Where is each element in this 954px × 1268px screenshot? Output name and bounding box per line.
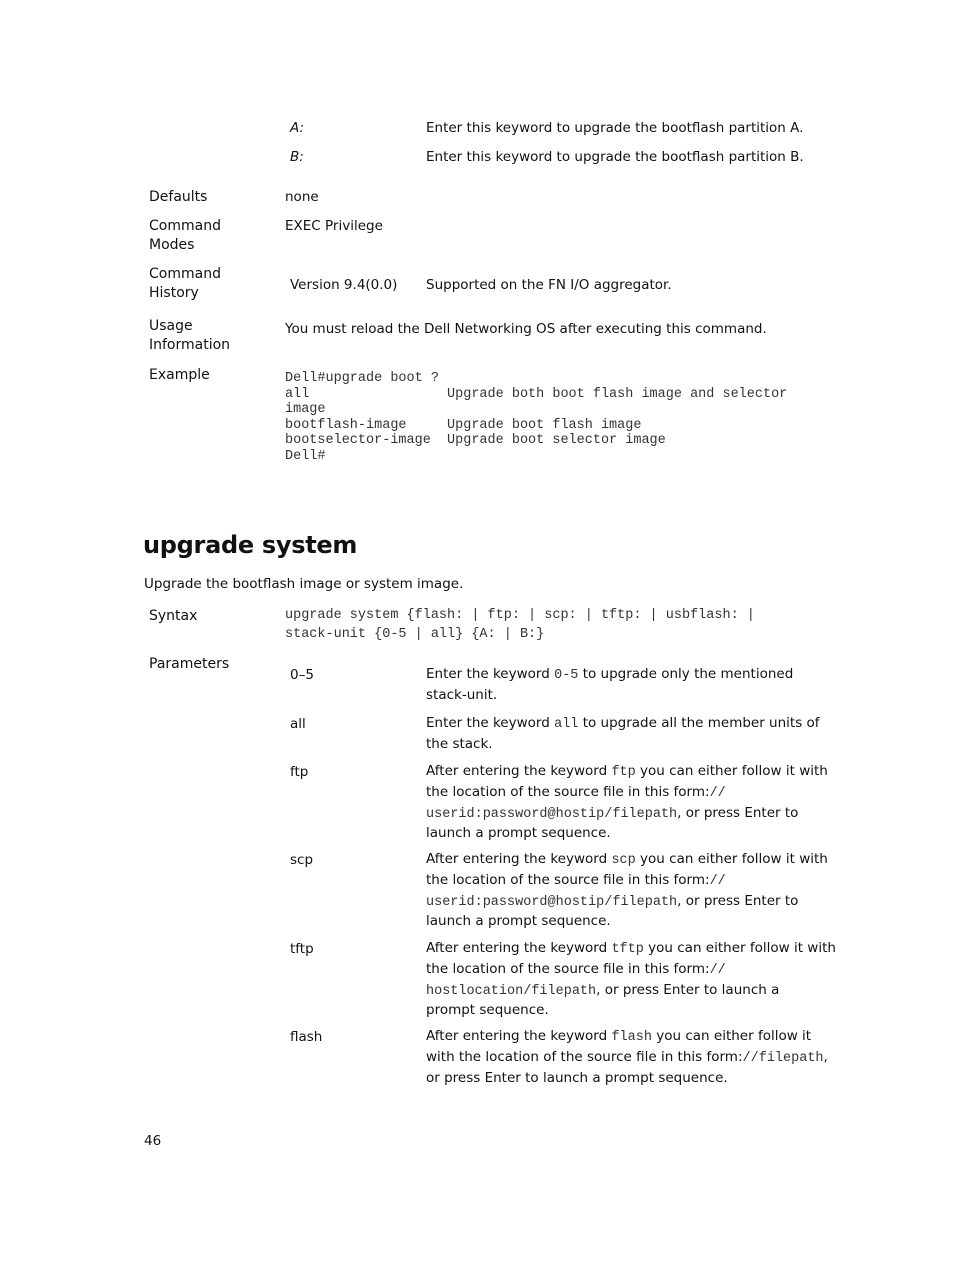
param-tftp-key: tftp [290, 941, 314, 957]
desc-text: you can either follow it with [643, 940, 836, 956]
desc-code: flash [611, 1030, 652, 1045]
desc-code: tftp [611, 942, 644, 957]
command-modes-label-line2: Modes [149, 237, 195, 253]
example-line: all Upgrade both boot flash image and selector [285, 386, 788, 402]
desc-text: After entering the keyword [426, 940, 612, 956]
desc-code: hostlocation/filepath [426, 983, 597, 999]
defaults-label: Defaults [149, 189, 208, 205]
usage-label [149, 317, 230, 355]
example-line: bootselector-image Upgrade boot selector image [285, 433, 666, 448]
desc-text: prompt sequence. [426, 1002, 549, 1019]
desc-text: or press Enter to launch a prompt sequence. [426, 1069, 728, 1086]
desc-text: , or press Enter to [677, 892, 799, 909]
param-tftp-desc [426, 939, 836, 1021]
example-line: bootflash-image Upgrade boot flash image [285, 417, 642, 433]
desc-code: // [709, 785, 726, 801]
command-modes-label-line1: Command [149, 218, 221, 234]
command-modes-label [149, 217, 221, 255]
example-line: Dell# [285, 448, 326, 464]
desc-code: userid:password@hostip/filepath [426, 894, 678, 910]
example-line: image [285, 402, 326, 417]
desc-code: // [709, 962, 726, 978]
history-version: Version 9.4(0.0) [290, 277, 398, 293]
desc-code: scp [611, 853, 636, 868]
param-a-desc: Enter this keyword to upgrade the bootflash partition A. [426, 120, 804, 136]
param-b-desc: Enter this keyword to upgrade the bootflash partition B. [426, 149, 804, 165]
desc-text: Enter the keyword [426, 666, 555, 682]
history-desc: Supported on the FN I/O aggregator. [426, 277, 672, 293]
desc-code: userid:password@hostip/filepath [426, 806, 678, 822]
syntax-code [285, 606, 755, 644]
desc-text: , or press Enter to launch a [596, 981, 780, 998]
desc-text: the stack. [426, 735, 493, 752]
syntax-line-2: stack-unit {0-5 | all} {A: | B:} [285, 627, 545, 642]
param-ftp-key: ftp [290, 764, 309, 780]
defaults-value: none [285, 189, 319, 205]
param-a-key: A: [290, 120, 305, 136]
example-line: Dell#upgrade boot ? [285, 371, 439, 386]
section-intro: Upgrade the bootflash image or system image. [144, 576, 464, 592]
command-history-label [149, 265, 221, 303]
desc-text: the location of the source file in this form: [426, 871, 710, 888]
example-code-block [285, 371, 787, 464]
desc-text: launch a prompt sequence. [426, 913, 611, 930]
param-scp-desc [426, 850, 836, 932]
desc-text: stack-unit. [426, 686, 498, 703]
command-history-label-line1: Command [149, 266, 221, 282]
section-title: upgrade system [143, 531, 358, 559]
desc-code: // [709, 873, 726, 889]
example-label: Example [149, 367, 210, 383]
param-flash-desc [426, 1027, 836, 1088]
command-modes-value: EXEC Privilege [285, 218, 383, 234]
desc-text: to upgrade all the member units of [578, 715, 820, 731]
desc-code: all [554, 717, 579, 732]
usage-label-line1: Usage [149, 318, 193, 334]
param-scp-key: scp [290, 852, 314, 868]
param-all-desc [426, 714, 836, 755]
syntax-line-1: upgrade system {flash: | ftp: | scp: | tftp: | usbflash: | [285, 608, 755, 623]
desc-text: to upgrade only the mentioned [578, 666, 794, 682]
desc-text: the location of the source file in this form: [426, 783, 710, 800]
desc-text: After entering the keyword [426, 851, 612, 867]
param-0-5-key: 0–5 [290, 667, 314, 683]
desc-text: you can either follow it with [635, 763, 828, 779]
desc-text: , or press Enter to [677, 804, 799, 821]
desc-text: Enter the keyword [426, 715, 555, 731]
desc-code: //filepath [742, 1050, 824, 1066]
desc-text: , [823, 1048, 828, 1065]
parameters-label: Parameters [149, 656, 230, 672]
page-number: 46 [144, 1133, 162, 1149]
desc-text: you can either follow it with [635, 851, 828, 867]
desc-text: you can either follow it [651, 1028, 812, 1044]
usage-label-line2: Information [149, 337, 231, 353]
desc-code: ftp [611, 765, 636, 780]
desc-code: 0-5 [554, 668, 579, 683]
desc-text: the location of the source file in this form: [426, 960, 710, 977]
syntax-label: Syntax [149, 608, 198, 624]
desc-text: After entering the keyword [426, 1028, 612, 1044]
param-all-key: all [290, 716, 306, 732]
desc-text: After entering the keyword [426, 763, 612, 779]
param-ftp-desc [426, 762, 836, 844]
param-flash-key: flash [290, 1029, 323, 1045]
command-history-label-line2: History [149, 285, 199, 301]
param-0-5-desc [426, 665, 836, 706]
desc-text: with the location of the source file in this form: [426, 1048, 743, 1065]
desc-text: launch a prompt sequence. [426, 825, 611, 842]
usage-text: You must reload the Dell Networking OS after executing this command. [285, 321, 767, 337]
param-b-key: B: [290, 149, 304, 165]
